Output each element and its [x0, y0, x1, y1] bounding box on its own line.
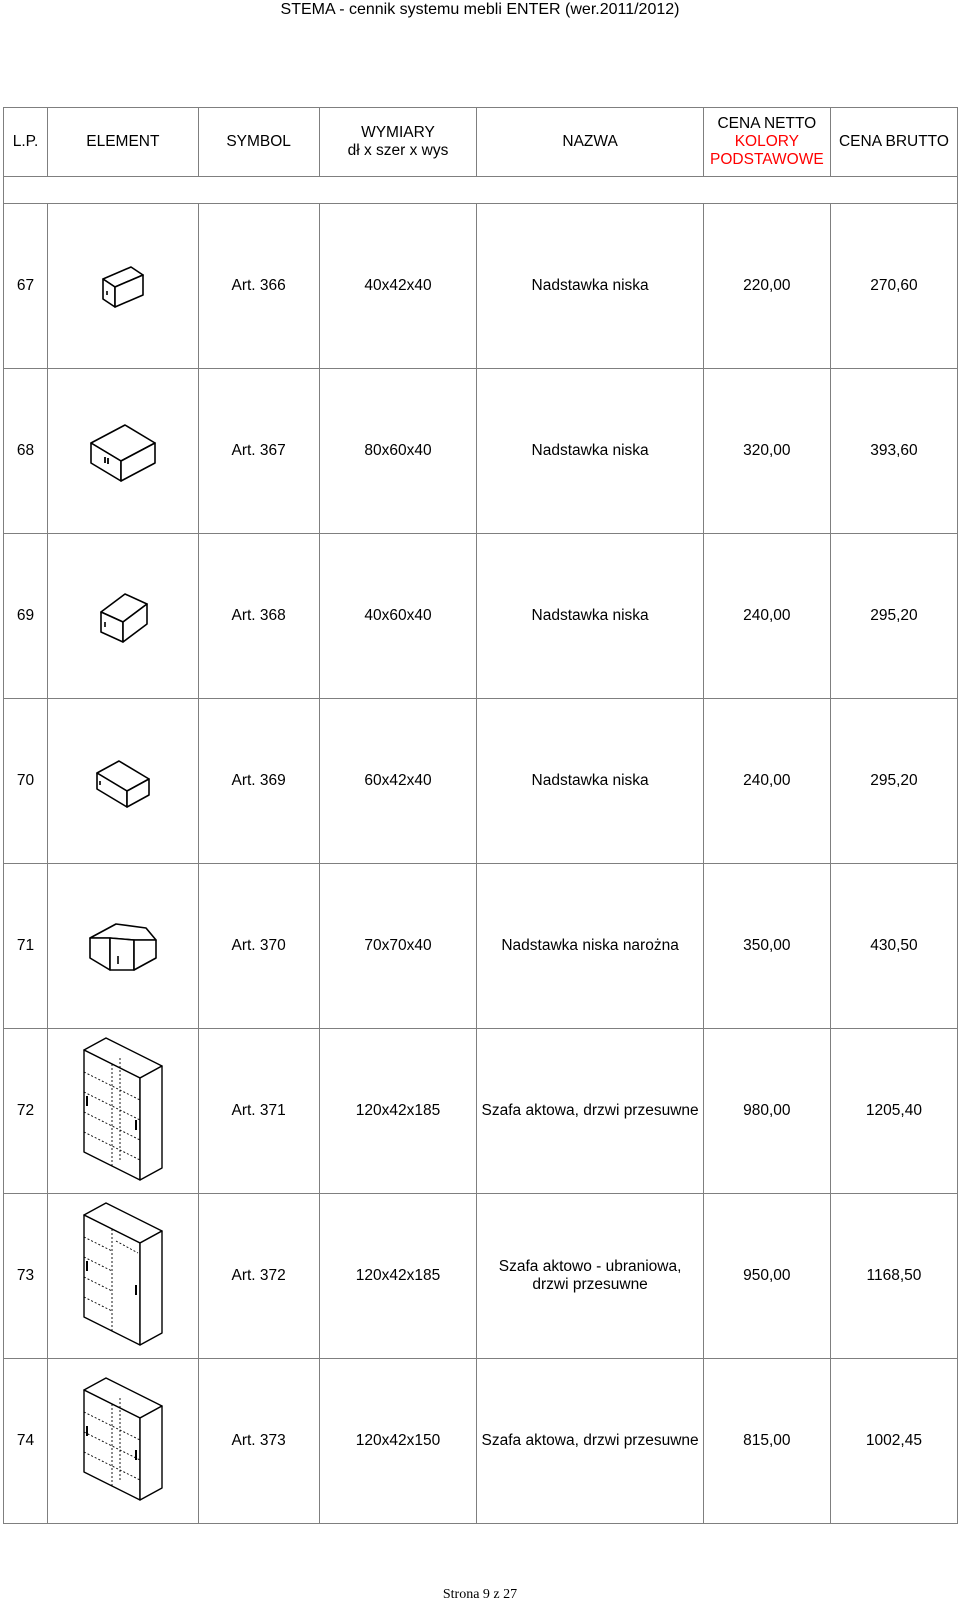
- header-wymiary-line1: WYMIARY: [361, 124, 435, 141]
- cell-netto: 815,00: [703, 1359, 830, 1524]
- header-symbol: SYMBOL: [198, 108, 319, 177]
- cell-wymiary: 120x42x150: [319, 1359, 477, 1524]
- cell-symbol: Art. 371: [198, 1029, 319, 1194]
- cell-nazwa-line1: Szafa aktowo - ubraniowa,: [498, 1258, 682, 1275]
- cell-brutto: 430,50: [830, 864, 957, 1029]
- cell-element: [48, 1029, 199, 1194]
- page-title: STEMA - cennik systemu mebli ENTER (wer.2011/2012): [280, 1, 680, 18]
- table-row: [4, 1359, 958, 1524]
- cell-brutto: 295,20: [830, 699, 957, 864]
- table-row: [4, 699, 958, 864]
- cell-lp: 69: [4, 534, 48, 699]
- small-cabinet-one-door-icon: [93, 261, 153, 311]
- cell-netto: 980,00: [703, 1029, 830, 1194]
- cell-wymiary: 60x42x40: [319, 699, 477, 864]
- cell-symbol: Art. 367: [198, 369, 319, 534]
- cell-brutto: 1168,50: [830, 1194, 957, 1359]
- table-row: [4, 369, 958, 534]
- cell-netto: 220,00: [703, 204, 830, 369]
- cell-symbol: Art. 372: [198, 1194, 319, 1359]
- cell-nazwa: Nadstawka niska: [477, 369, 703, 534]
- header-cena-netto-line3: PODSTAWOWE: [710, 151, 824, 168]
- header-row: [4, 108, 958, 177]
- header-element: ELEMENT: [48, 108, 199, 177]
- cell-lp: 71: [4, 864, 48, 1029]
- header-cena-netto-line2: KOLORY: [734, 133, 800, 150]
- cell-netto: 240,00: [703, 699, 830, 864]
- cell-element: [48, 534, 199, 699]
- cell-wymiary: 40x60x40: [319, 534, 477, 699]
- page-number: Strona 9 z 27: [442, 1587, 518, 1602]
- cell-brutto: 393,60: [830, 369, 957, 534]
- wide-cabinet-two-doors-icon: [83, 419, 163, 483]
- table-row: [4, 204, 958, 369]
- cell-netto: 950,00: [703, 1194, 830, 1359]
- cell-element: [48, 699, 199, 864]
- tall-sliding-door-wardrobe-icon: [80, 1036, 166, 1186]
- cell-lp: 74: [4, 1359, 48, 1524]
- cell-brutto: 1002,45: [830, 1359, 957, 1524]
- cell-nazwa-line2: drzwi przesuwne: [532, 1276, 648, 1293]
- cell-wymiary: 40x42x40: [319, 204, 477, 369]
- cell-element: [48, 1194, 199, 1359]
- cell-nazwa: Szafa aktowa, drzwi przesuwne: [477, 1359, 703, 1524]
- cell-nazwa: Nadstawka niska: [477, 534, 703, 699]
- table-row: [4, 1029, 958, 1194]
- cell-nazwa: Nadstawka niska: [477, 204, 703, 369]
- cell-lp: 70: [4, 699, 48, 864]
- cell-symbol: Art. 373: [198, 1359, 319, 1524]
- medium-cabinet-one-door-icon: [91, 753, 155, 809]
- cell-element: [48, 864, 199, 1029]
- header-cena-brutto: CENA BRUTTO: [830, 108, 957, 177]
- cell-wymiary: 70x70x40: [319, 864, 477, 1029]
- cell-nazwa: Szafa aktowa, drzwi przesuwne: [477, 1029, 703, 1194]
- cell-nazwa: [477, 1194, 703, 1359]
- cell-brutto: 1205,40: [830, 1029, 957, 1194]
- tall-clothes-wardrobe-icon: [80, 1201, 166, 1351]
- price-table: [3, 107, 958, 1524]
- deep-cabinet-one-door-icon: [93, 588, 153, 644]
- cell-brutto: 270,60: [830, 204, 957, 369]
- header-wymiary-line2: dł x szer x wys: [347, 142, 449, 159]
- table-row: [4, 864, 958, 1029]
- cell-symbol: Art. 368: [198, 534, 319, 699]
- table-row: [4, 534, 958, 699]
- cell-element: [48, 204, 199, 369]
- cell-element: [48, 369, 199, 534]
- header-cena-netto-line1: CENA NETTO: [717, 115, 817, 132]
- cell-lp: 73: [4, 1194, 48, 1359]
- cell-symbol: Art. 369: [198, 699, 319, 864]
- header-lp: L.P.: [4, 108, 48, 177]
- cell-wymiary: 120x42x185: [319, 1029, 477, 1194]
- header-nazwa: NAZWA: [477, 108, 703, 177]
- cell-wymiary: 120x42x185: [319, 1194, 477, 1359]
- table-row: [4, 1194, 958, 1359]
- spacer-row: [4, 177, 958, 204]
- cell-netto: 320,00: [703, 369, 830, 534]
- cell-lp: 67: [4, 204, 48, 369]
- cell-brutto: 295,20: [830, 534, 957, 699]
- medium-sliding-door-wardrobe-icon: [80, 1376, 166, 1506]
- cell-wymiary: 80x60x40: [319, 369, 477, 534]
- cell-symbol: Art. 370: [198, 864, 319, 1029]
- cell-element: [48, 1359, 199, 1524]
- cell-symbol: Art. 366: [198, 204, 319, 369]
- cell-lp: 72: [4, 1029, 48, 1194]
- header-wymiary: [319, 108, 477, 177]
- cell-lp: 68: [4, 369, 48, 534]
- header-cena-netto: [703, 108, 830, 177]
- corner-cabinet-icon: [86, 918, 160, 974]
- cell-netto: 350,00: [703, 864, 830, 1029]
- cell-nazwa: Nadstawka niska narożna: [477, 864, 703, 1029]
- cell-nazwa: Nadstawka niska: [477, 699, 703, 864]
- cell-netto: 240,00: [703, 534, 830, 699]
